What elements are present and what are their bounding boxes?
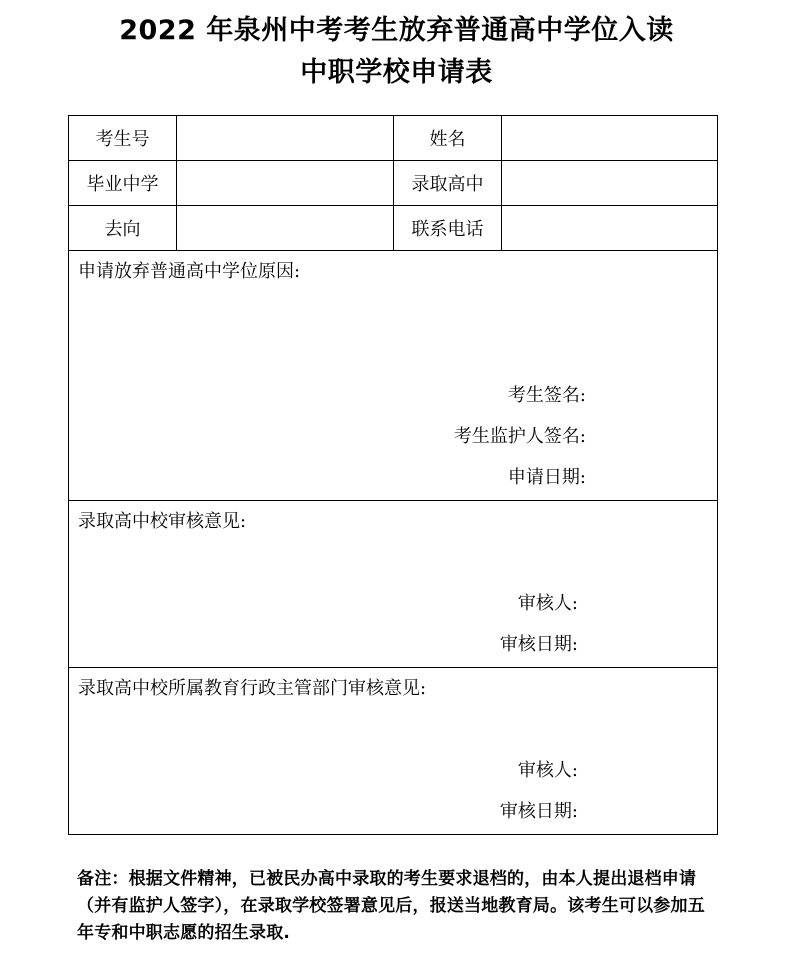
page-subtitle: 中职学校申请表	[300, 57, 493, 88]
graduation-school-field[interactable]	[177, 161, 394, 206]
phone-field[interactable]	[502, 206, 718, 251]
school-reviewer-label: 审核人:	[517, 593, 578, 614]
form-row-destination	[69, 206, 718, 251]
form-row-school-review	[69, 501, 718, 668]
destination-label: 去向	[69, 206, 177, 251]
exam-number-field[interactable]	[177, 116, 394, 161]
school-review-section[interactable]	[69, 501, 718, 668]
exam-number-label: 考生号	[69, 116, 177, 161]
reason-section-title: 申请放弃普通高中学位原因:	[78, 261, 301, 282]
form-row-reason	[69, 251, 718, 501]
student-signature-label: 考生签名:	[507, 385, 586, 406]
reason-section[interactable]	[69, 251, 718, 501]
form-row-authority-review	[69, 668, 718, 835]
admitted-high-school-label: 录取高中	[394, 161, 502, 206]
footnote: 备注：根据文件精神，已被民办高中录取的考生要求退档的，由本人提出退档申请（并有监护人签字），在录取学校签署意见后，报送当地教育局。该考生可以参加五年专和中职志愿的招生录取.	[77, 869, 705, 943]
destination-field[interactable]	[177, 206, 394, 251]
school-review-title: 录取高中校审核意见:	[78, 511, 247, 532]
admitted-high-school-field[interactable]	[502, 161, 718, 206]
application-form-table	[68, 115, 718, 835]
authority-review-section[interactable]	[69, 668, 718, 835]
authority-review-date-label: 审核日期:	[499, 801, 578, 822]
form-row-exam-number	[69, 116, 718, 161]
guardian-signature-label: 考生监护人签名:	[453, 426, 586, 447]
phone-label: 联系电话	[394, 206, 502, 251]
name-field[interactable]	[502, 116, 718, 161]
name-label: 姓名	[394, 116, 502, 161]
graduation-school-label: 毕业中学	[69, 161, 177, 206]
form-row-graduation-school	[69, 161, 718, 206]
authority-review-title: 录取高中校所属教育行政主管部门审核意见:	[78, 678, 427, 699]
application-date-label: 申请日期:	[507, 467, 586, 488]
school-review-date-label: 审核日期:	[499, 634, 578, 655]
authority-reviewer-label: 审核人:	[517, 760, 578, 781]
page-title: 2022 年泉州中考考生放弃普通高中学位入读	[119, 15, 674, 46]
